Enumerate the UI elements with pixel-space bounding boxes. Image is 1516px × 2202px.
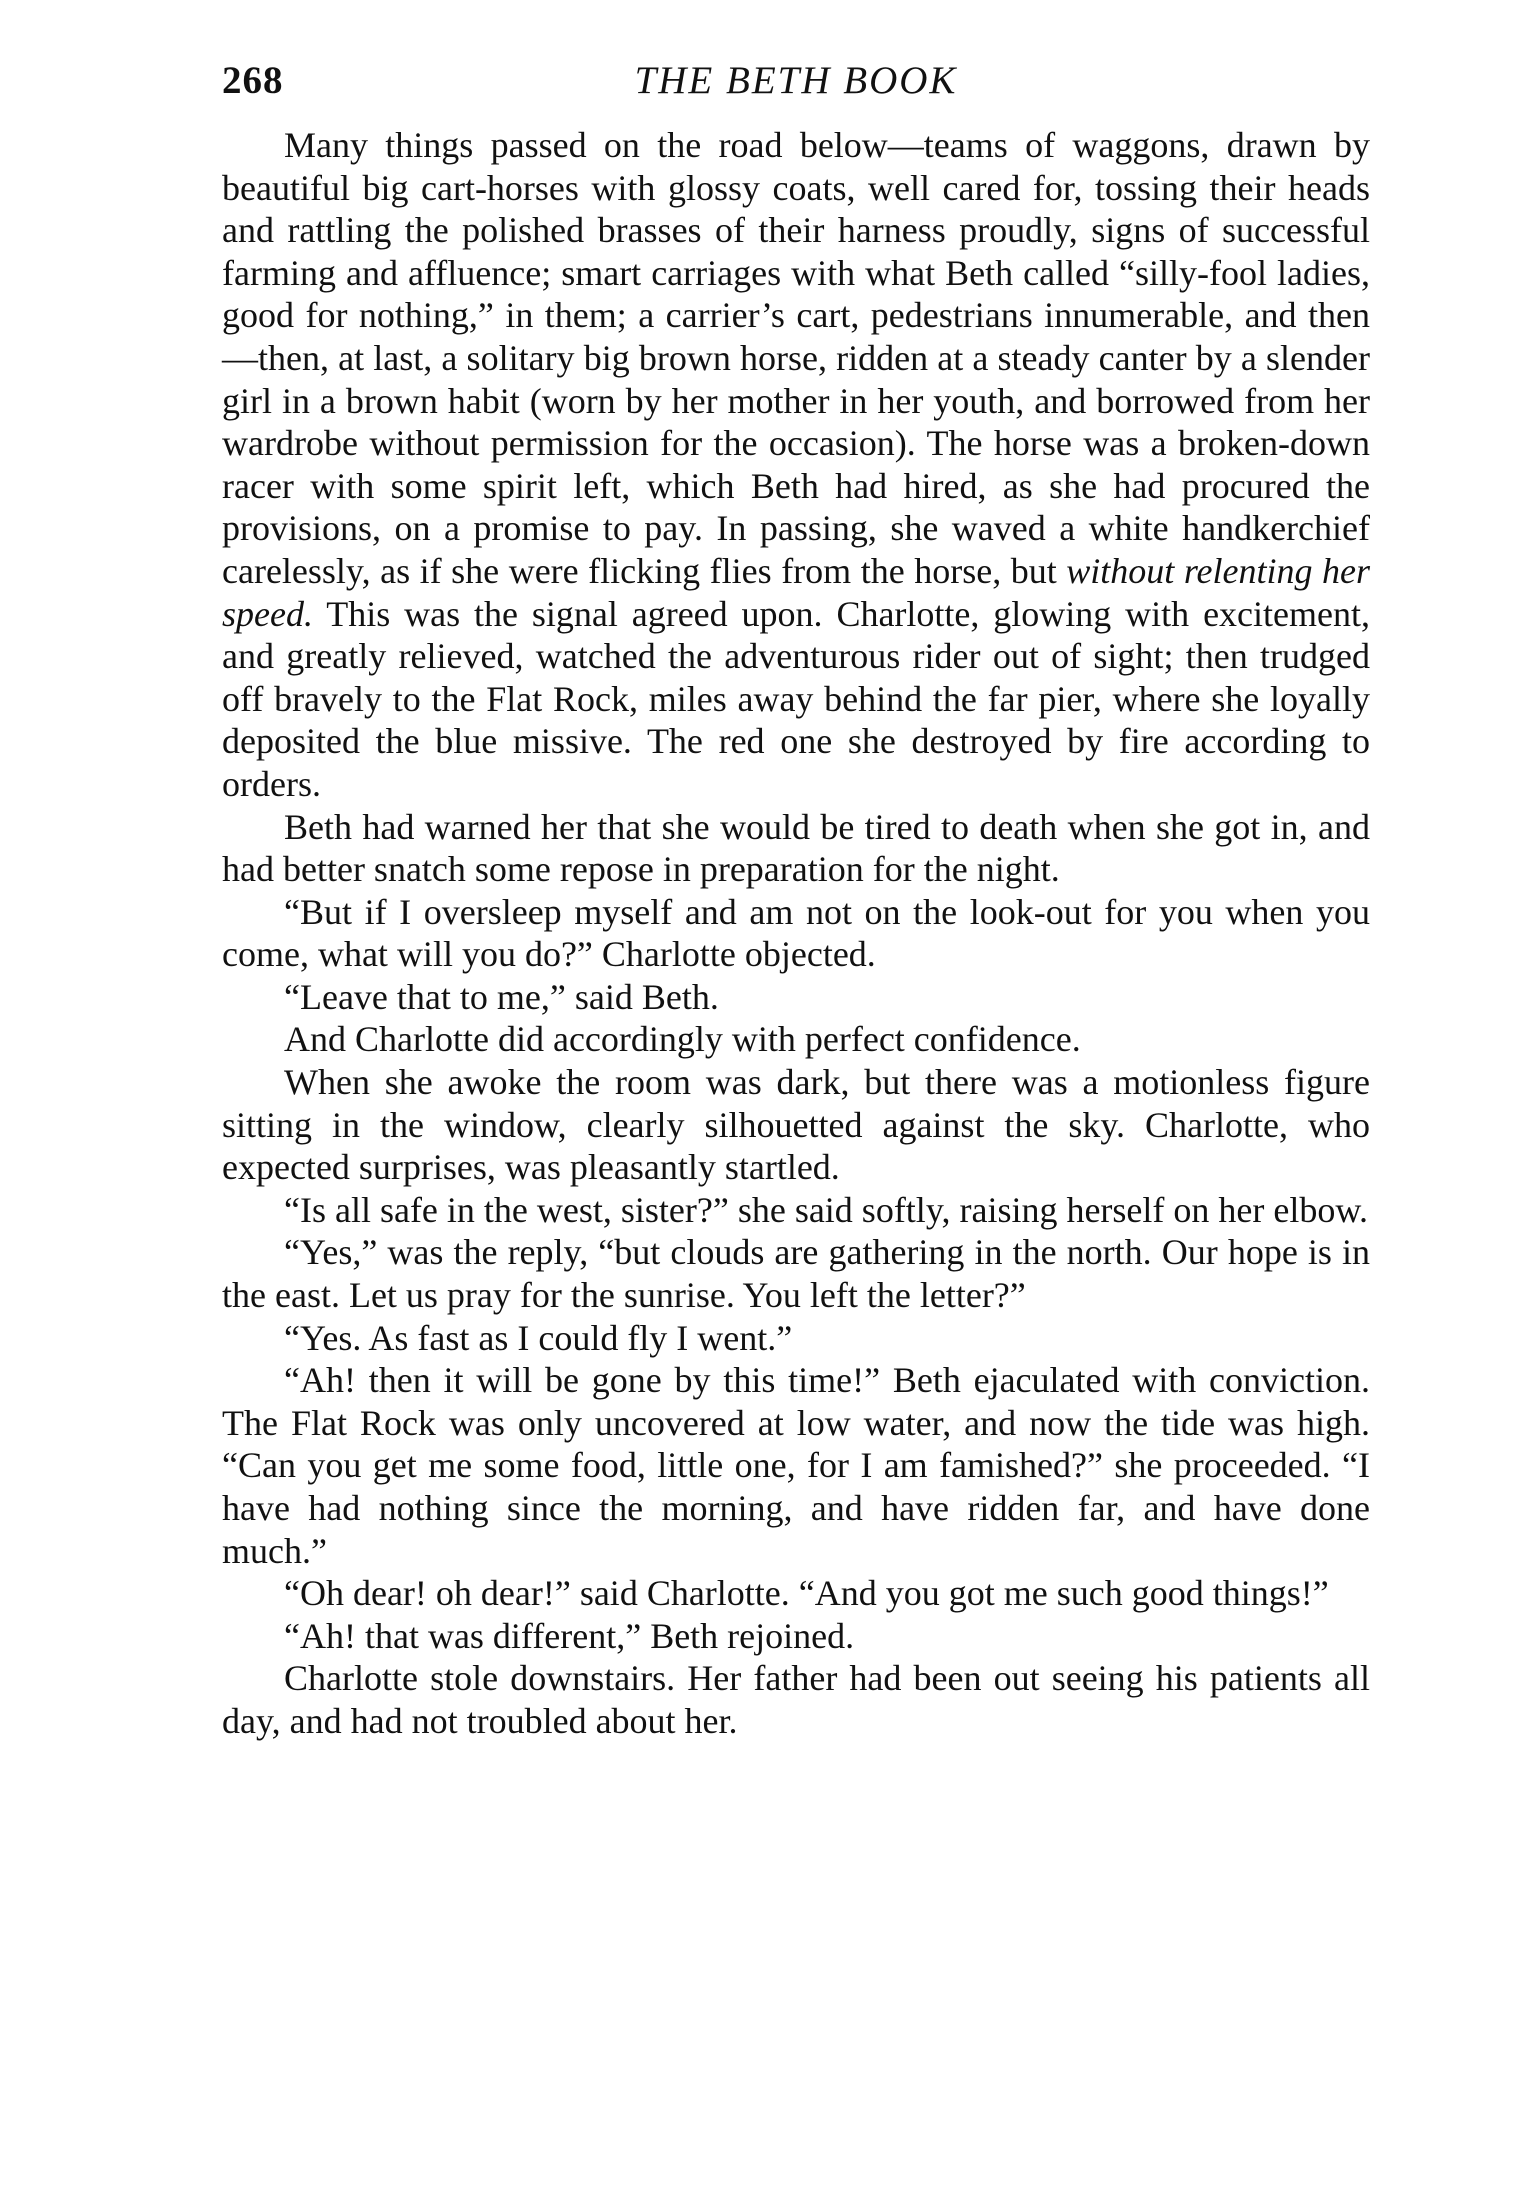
paragraph-5: And Charlotte did accordingly with perfect confidence. xyxy=(284,1019,1081,1060)
paragraph-9: “Yes. As fast as I could fly I went.” xyxy=(284,1317,793,1358)
paragraph-3: “But if I oversleep myself and am not on the look-out for you when you come, what will you do?” Charlotte objected. xyxy=(222,891,1370,975)
paragraph-1-italic: without relenting her speed. xyxy=(222,550,1370,634)
paragraph-1-text: Many things passed on the road below—teams of waggons, drawn by beautiful big cart-horses with glossy coats, well cared for, tossing their heads and rattling the polished brasses of their harness proudly, signs of successful farming and affluence; smart carriages with what Beth called “silly-fool ladies, good for nothing,” in them; a carrier’s cart, pedestrians innumerable, and then—then, at last, a solitary big brown horse, ridden at a steady canter by a slender girl in a brown habit (worn by her mother in her youth, and borrowed from her wardrobe without permission for the occasion). The horse was a broken-down racer with some spirit left, which Beth had hired, as she had procured the provisions, on a promise to pay. In passing, she waved a white handkerchief carelessly, as if she were flicking flies from the horse, but xyxy=(222,125,1370,591)
paragraph-6: When she awoke the room was dark, but there was a motionless figure sitting in the window, clearly silhouetted against the sky. Charlotte, who expected surprises, was pleasantly startled. xyxy=(222,1062,1370,1188)
body-text xyxy=(222,124,1370,1743)
page-header xyxy=(222,58,1370,118)
page-number: 268 xyxy=(222,59,284,102)
paragraph-1-text-after: This was the signal agreed upon. Charlotte, glowing with excitement, and greatly relieved, watched the adventurous rider out of sight; then trudged off bravely to the Flat Rock, miles away behind the far pier, where she loyally deposited the blue missive. The red one she destroyed by fire according to orders. xyxy=(222,593,1370,804)
paragraph-11: “Oh dear! oh dear!” said Charlotte. “And you got me such good things!” xyxy=(284,1573,1329,1614)
paragraph-12: “Ah! that was different,” Beth rejoined. xyxy=(284,1615,855,1656)
paragraph-7: “Is all safe in the west, sister?” she said softly, raising herself on her elbow. xyxy=(284,1189,1369,1230)
paragraph-4: “Leave that to me,” said Beth. xyxy=(284,976,719,1017)
paragraph-10: “Ah! then it will be gone by this time!” Beth ejaculated with conviction. The Flat Rock was only uncovered at low water, and now the tide was high. “Can you get me some food, little one, for I am famished?” she proceeded. “I have had nothing since the morning, and have ridden far, and have done much.” xyxy=(222,1360,1370,1571)
paragraph-2: Beth had warned her that she would be tired to death when she got in, and had better snatch some repose in preparation for the night. xyxy=(222,806,1370,890)
running-title: THE BETH BOOK xyxy=(634,59,958,102)
paragraph-8: “Yes,” was the reply, “but clouds are gathering in the north. Our hope is in the east. Let us pray for the sunrise. You left the letter?” xyxy=(222,1232,1370,1316)
paragraph-1 xyxy=(222,124,1370,806)
paragraph-13: Charlotte stole downstairs. Her father had been out seeing his patients all day, and had not troubled about her. xyxy=(222,1658,1370,1741)
